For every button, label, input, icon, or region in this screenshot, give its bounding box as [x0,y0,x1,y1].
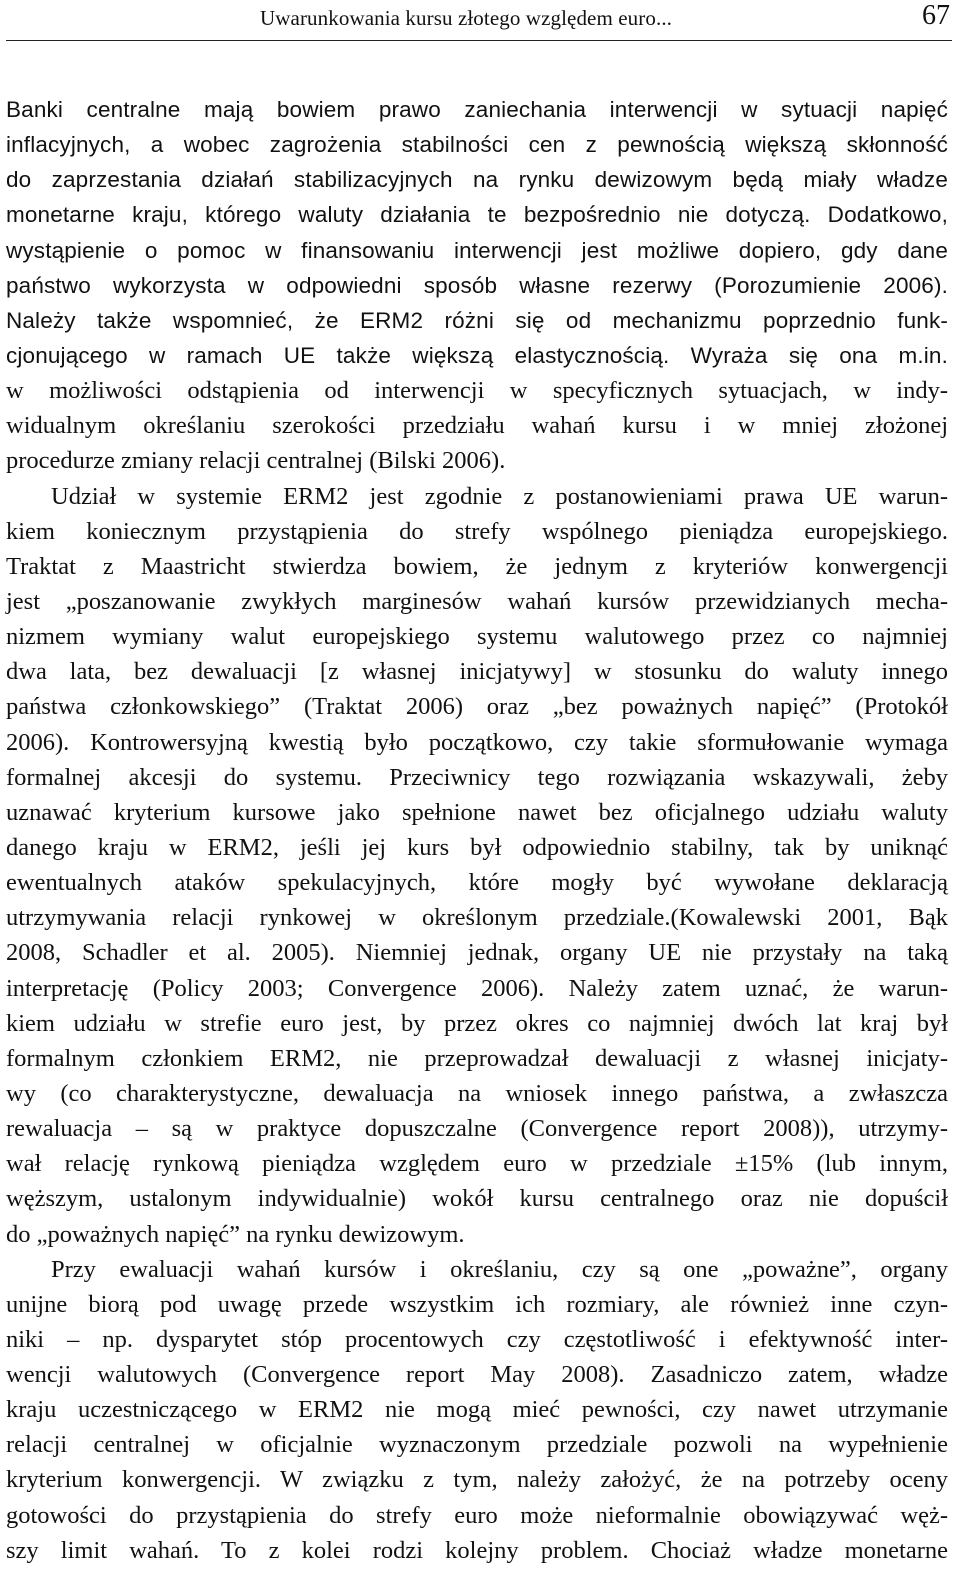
text-line: unijne biorą pod uwagę przede wszystkim ich rozmiary, ale również inne czyn- [6,1290,948,1318]
text-line: 2006). Kontrowersyjną kwestią było początkowo, czy takie sformułowanie wymaga [6,728,948,756]
text-line: rewaluacja – są w praktyce dopuszczalne (Convergence report 2008)), utrzymy- [6,1115,948,1143]
running-header [6,0,952,41]
text-line: wystąpienie o pomoc w finansowaniu interwencji jest możliwe dopiero, gdy dane [6,237,948,263]
text-line: wencji walutowych (Convergence report May 2008). Zasadniczo zatem, władze [6,1361,948,1389]
text-line: szy limit wahań. To z kolei rodzi kolejny problem. Chociaż władze monetarne [6,1536,948,1564]
text-line: Przy ewaluacji wahań kursów i określaniu, czy są one „poważne”, organy [51,1255,948,1283]
text-line: wał relację rynkową pieniądza względem euro w przedziale ±15% (lub innym, [6,1150,948,1178]
text-line: widualnym określaniu szerokości przedziału wahań kursu i w mniej złożonej [6,412,948,440]
text-line: uznawać kryterium kursowe jako spełnione nawet bez oficjalnego udziału waluty [6,798,948,826]
page-number: 67 [922,0,950,31]
text-line: Banki centralne mają bowiem prawo zaniechania interwencji w sytuacji napięć [6,97,948,122]
text-line: Udział w systemie ERM2 jest zgodnie z postanowieniami prawa UE warun- [51,482,948,510]
text-line: relacji centralnej w oficjalnie wyznaczonym przedziale pozwoli na wypełnienie [6,1431,948,1459]
body-text [6,92,948,1568]
text-line: węższym, ustalonym indywidualnie) wokół kursu centralnego oraz nie dopuścił [6,1185,948,1213]
text-line: formalnej akcesji do systemu. Przeciwnicy tego rozwiązania wskazywali, żeby [6,763,948,791]
text-line: jest „poszanowanie zwykłych marginesów wahań kursów przewidzianych mecha- [6,587,948,615]
text-line: kiem udziału w strefie euro jest, by przez okres co najmniej dwóch lat kraj był [6,1009,948,1037]
text-line: utrzymywania relacji rynkowej w określonym przedziale.(Kowalewski 2001, Bąk [6,904,948,932]
text-line: procedurze zmiany relacji centralnej (Bilski 2006). [6,447,506,475]
text-line: danego kraju w ERM2, jeśli jej kurs był odpowiednio stabilny, tak by uniknąć [6,833,948,861]
text-line: dwa lata, bez dewaluacji [z własnej inicjatywy] w stosunku do waluty innego [6,658,948,686]
running-title: Uwarunkowania kursu złotego względem euro... [260,6,673,30]
text-line: ewentualnych ataków spekulacyjnych, które mogły być wywołane deklaracją [6,869,948,897]
text-line: kraju uczestniczącego w ERM2 nie mogą mieć pewności, czy nawet utrzymanie [6,1396,948,1424]
text-line: do „poważnych napięć” na rynku dewizowym. [6,1220,465,1248]
text-line: cjonującego w ramach UE także większą elastycznością. Wyraża się ona m.in. [6,342,948,368]
text-line: Traktat z Maastricht stwierdza bowiem, że jednym z kryteriów konwergencji [6,552,948,580]
text-line: nizmem wymiany walut europejskiego systemu walutowego przez co najmniej [6,623,948,651]
text-line: Należy także wspomnieć, że ERM2 różni się od mechanizmu poprzednio funk- [6,307,948,333]
text-line: inflacyjnych, a wobec zagrożenia stabilności cen z pewnością większą skłonność [6,132,948,158]
text-line: wy (co charakterystyczne, dewaluacja na wniosek innego państwa, a zwłaszcza [6,1079,948,1107]
text-line: gotowości do przystąpienia do strefy euro może nieformalnie obowiązywać węż- [6,1501,948,1529]
text-line: formalnym członkiem ERM2, nie przeprowadzał dewaluacji z własnej inicjaty- [6,1044,948,1072]
text-line: w możliwości odstąpienia od interwencji w specyficznych sytuacjach, w indy- [6,377,948,405]
text-line: niki – np. dysparytet stóp procentowych czy częstotliwość i efektywność inter- [6,1325,948,1353]
text-line: do zaprzestania działań stabilizacyjnych na rynku dewizowym będą miały władze [6,167,948,193]
text-line: państwo wykorzysta w odpowiedni sposób własne rezerwy (Porozumienie 2006). [6,272,948,298]
text-line: kiem koniecznym przystąpienia do strefy wspólnego pieniądza europejskiego. [6,517,948,545]
text-line: interpretację (Policy 2003; Convergence 2006). Należy zatem uznać, że warun- [6,974,948,1002]
text-line: 2008, Schadler et al. 2005). Niemniej jednak, organy UE nie przystały na taką [6,939,948,967]
text-line: monetarne kraju, którego waluty działania te bezpośrednio nie dotyczą. Dodatkowo, [6,202,948,228]
text-line: państwa członkowskiego” (Traktat 2006) oraz „bez poważnych napięć” (Protokół [6,693,948,721]
text-line: kryterium konwergencji. W związku z tym, należy założyć, że na potrzeby oceny [6,1466,948,1494]
